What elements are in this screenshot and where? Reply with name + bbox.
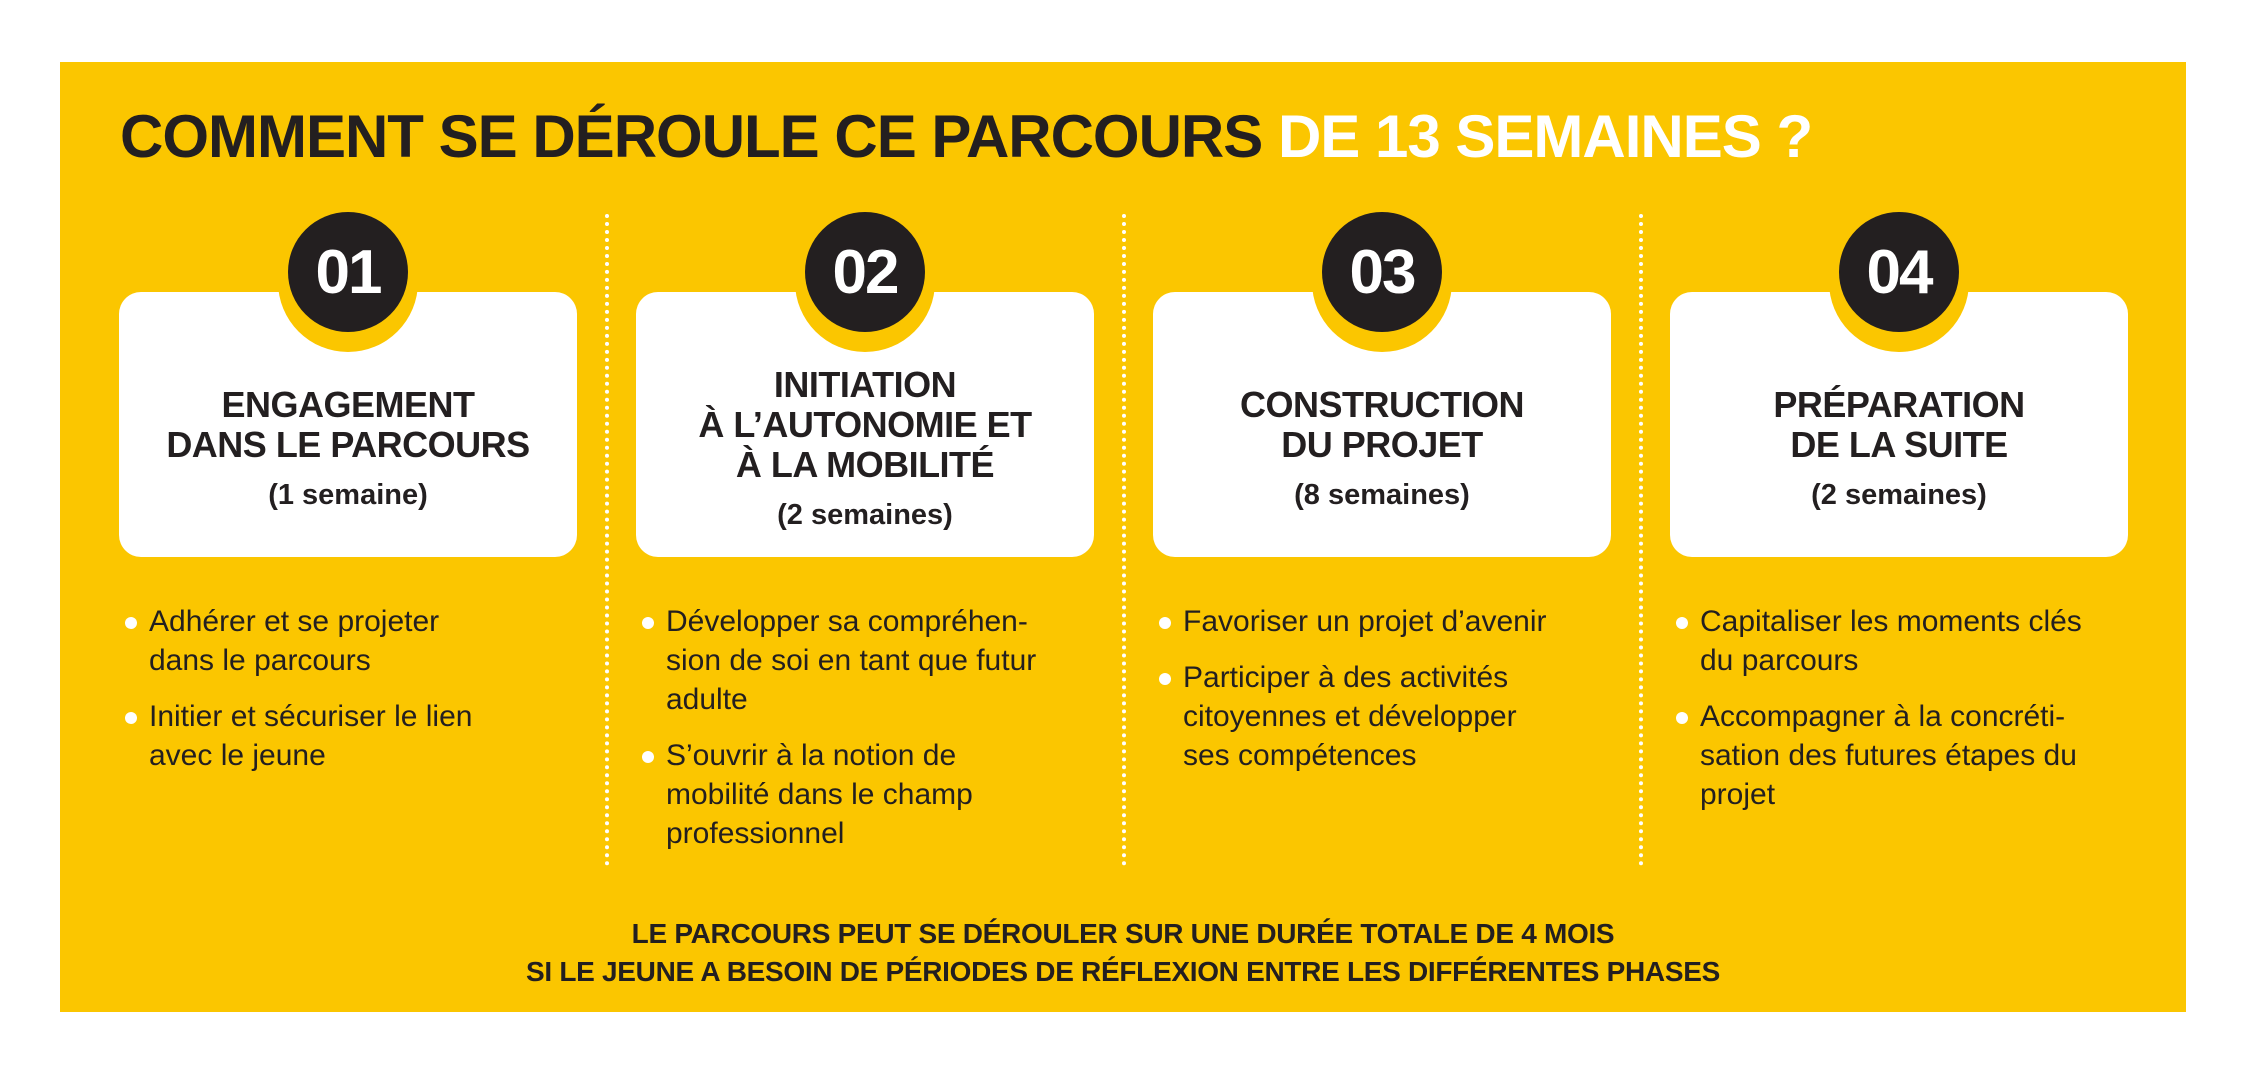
phase-02-duration: (2 semaines)	[777, 499, 953, 531]
footer-line-2: SI LE JEUNE A BESOIN DE PÉRIODES DE RÉFLEXION ENTRE LES DIFFÉRENTES PHASES	[526, 956, 1720, 987]
column-separator	[1639, 214, 1643, 866]
phase-04-title: PRÉPARATION DE LA SUITE	[1773, 384, 2025, 465]
bullet-item: Développer sa compréhen- sion de soi en tant que futur adulte	[636, 602, 1094, 719]
phase-03-number: 03	[1322, 212, 1442, 332]
phase-03-duration: (8 semaines)	[1294, 479, 1470, 511]
phase-01-title: ENGAGEMENT DANS LE PARCOURS	[166, 384, 530, 465]
footer-line-1: LE PARCOURS PEUT SE DÉROULER SUR UNE DURÉE TOTALE DE 4 MOIS	[631, 918, 1615, 949]
phase-01-bullet-list	[119, 602, 577, 792]
column-separator	[605, 214, 609, 866]
bullet-item: Accompagner à la concréti- sation des futures étapes du projet	[1670, 697, 2128, 814]
infographic-panel	[60, 62, 2186, 1012]
bullet-item: Adhérer et se projeter dans le parcours	[119, 602, 577, 680]
phase-03-number-badge	[1312, 212, 1452, 352]
column-separator	[1122, 214, 1126, 866]
bullet-item: S’ouvrir à la notion de mobilité dans le champ professionnel	[636, 736, 1094, 853]
phase-01-number: 01	[288, 212, 408, 332]
phase-04-bullet-list	[1670, 602, 2128, 831]
phase-04-number: 04	[1839, 212, 1959, 332]
bullet-item: Capitaliser les moments clés du parcours	[1670, 602, 2128, 680]
phase-03-bullet-list	[1153, 602, 1611, 792]
bullet-item: Favoriser un projet d’avenir	[1153, 602, 1611, 641]
phase-03-title: CONSTRUCTION DU PROJET	[1240, 384, 1524, 465]
footer-note	[60, 915, 2186, 991]
headline-dark-part: COMMENT SE DÉROULE CE PARCOURS	[120, 103, 1263, 170]
headline	[120, 102, 1812, 171]
phase-02-title: INITIATION À L’AUTONOMIE ET À LA MOBILITÉ	[698, 364, 1032, 485]
bullet-item: Participer à des activités citoyennes et développer ses compétences	[1153, 658, 1611, 775]
phase-01-number-badge	[278, 212, 418, 352]
headline-light-part: DE 13 SEMAINES ?	[1277, 103, 1813, 170]
phase-02-number-badge	[795, 212, 935, 352]
phase-04-number-badge	[1829, 212, 1969, 352]
phase-04-duration: (2 semaines)	[1811, 479, 1987, 511]
phase-02-number: 02	[805, 212, 925, 332]
phase-02-bullet-list	[636, 602, 1094, 870]
bullet-item: Initier et sécuriser le lien avec le jeune	[119, 697, 577, 775]
phase-01-duration: (1 semaine)	[268, 479, 428, 511]
